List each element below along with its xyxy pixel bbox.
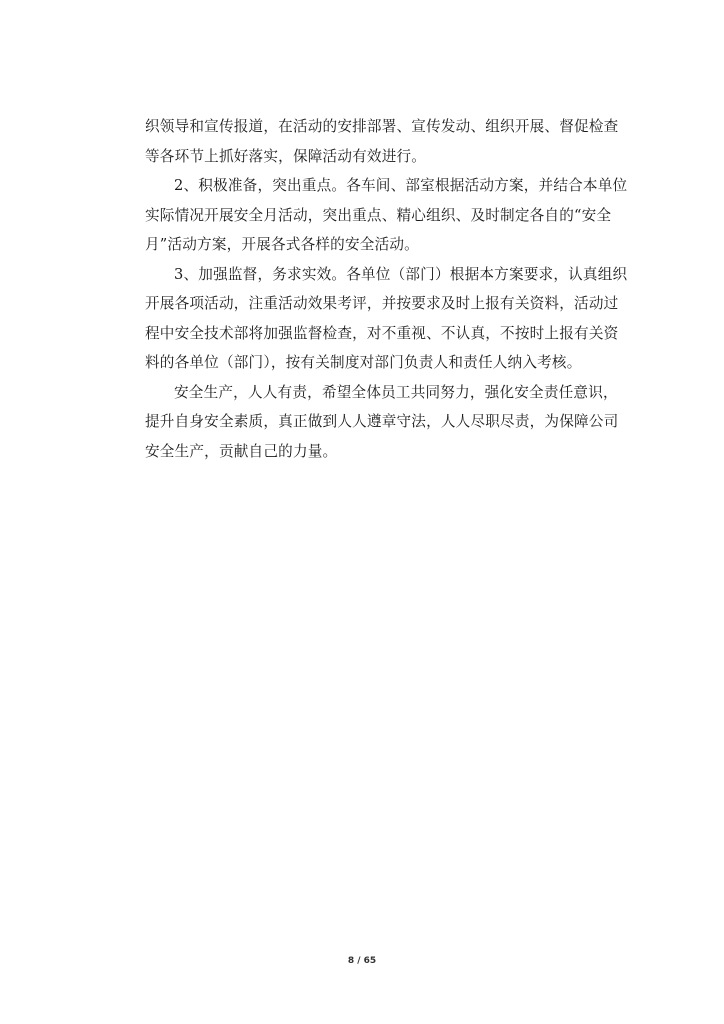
text-line: 织领导和宣传报道，在活动的安排部署、宣传发动、组织开展、督促检查 bbox=[145, 118, 619, 135]
text-line: 等各环节上抓好落实，保障活动有效进行。 bbox=[145, 147, 427, 165]
text-line: 安全生产，贡献自己的力量。 bbox=[145, 442, 338, 460]
text-line: 实际情况开展安全月活动，突出重点、精心组织、及时制定各自的“安全 bbox=[145, 206, 612, 224]
text-line: 提升自身安全素质，真正做到人人遵章守法，人人尽职尽责，为保障公司 bbox=[145, 413, 619, 430]
text-line: 安全生产，人人有责，希望全体员工共同努力，强化安全责任意识， bbox=[174, 383, 618, 401]
text-line: 月”活动方案，开展各式各样的安全活动。 bbox=[145, 236, 419, 253]
page-number: 8 / 65 bbox=[347, 956, 377, 966]
text-line: 程中安全技术部将加强监督检查，对不重视、不认真，不按时上报有关资 bbox=[145, 324, 619, 342]
document-body bbox=[145, 112, 628, 466]
text-line: 3、加强监督，务求实效。各单位（部门）根据本方案要求，认真组织 bbox=[174, 265, 628, 283]
text-line: 2、积极准备，突出重点。各车间、部室根据活动方案，并结合本单位 bbox=[174, 177, 628, 194]
text-line: 料的各单位（部门），按有关制度对部门负责人和责任人纳入考核。 bbox=[145, 354, 582, 371]
text-line: 开展各项活动，注重活动效果考评，并按要求及时上报有关资料，活动过 bbox=[145, 295, 619, 312]
